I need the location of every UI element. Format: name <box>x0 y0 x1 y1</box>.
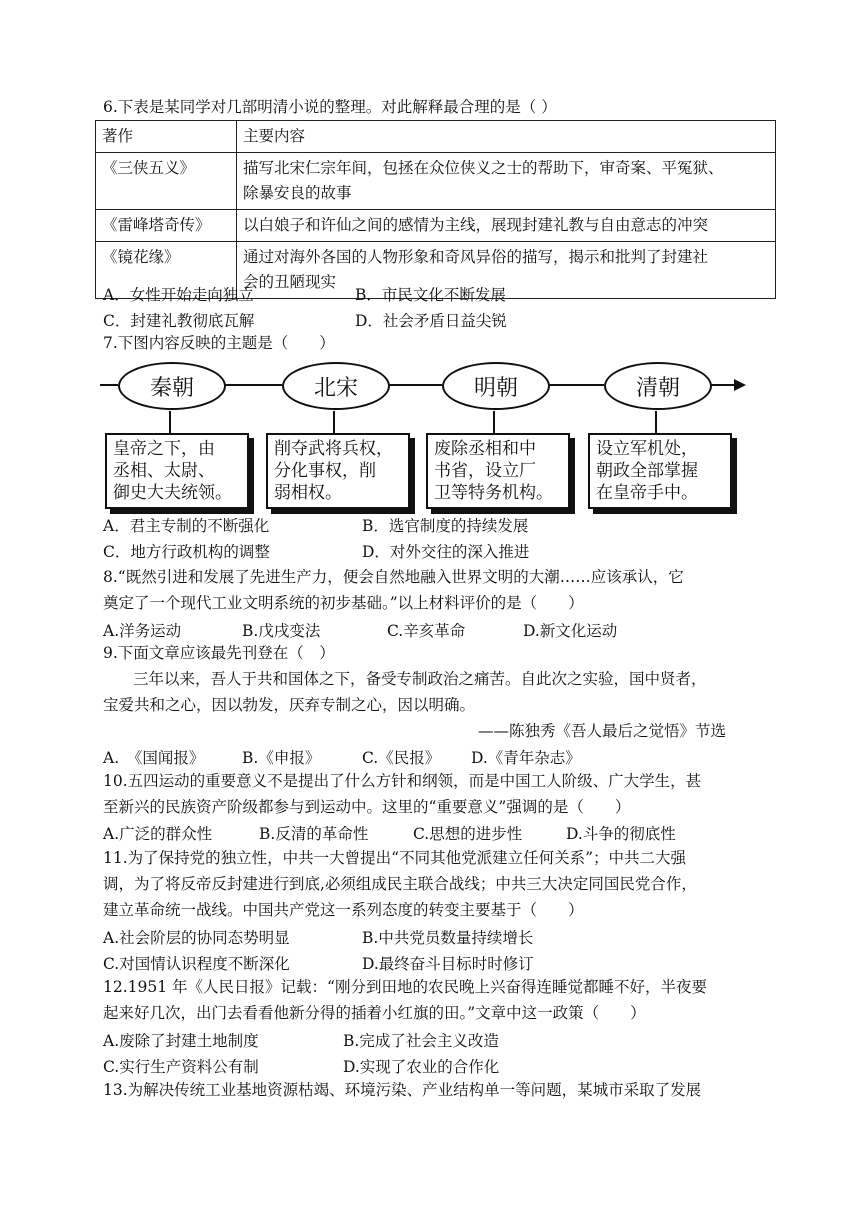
option-a: A.社会阶层的协同态势明显 <box>103 929 290 947</box>
option-b: B.完成了社会主义改造 <box>343 1032 499 1050</box>
option-b: B.反清的革命性 <box>259 825 369 843</box>
option-b: B．市民文化不断发展 <box>355 286 506 304</box>
option-c: C.《民报》 <box>362 749 441 767</box>
option-d: D.实现了农业的合作化 <box>343 1058 500 1076</box>
option-c: C.辛亥革命 <box>387 622 466 640</box>
option-a: A．女性开始走向独立 <box>103 286 254 304</box>
content-line: 会的丑陋现实 <box>243 273 337 291</box>
option-a: A．君主专制的不断强化 <box>103 517 270 535</box>
connector-line <box>655 411 657 433</box>
table-cell-content <box>237 242 776 299</box>
timeline-line <box>222 384 282 386</box>
option-d: D.最终奋斗目标时时修订 <box>362 955 534 973</box>
dynasty-oval: 北宋 <box>282 362 390 410</box>
question-11-stem: 11.为了保持党的独立性，中共一大曾提出“不同其他党派建立任何关系”；中共二大强 <box>103 849 687 867</box>
option-c: C.对国情认识程度不断深化 <box>103 955 290 973</box>
connector-line <box>333 411 335 433</box>
table-header-content: 主要内容 <box>237 121 776 153</box>
option-a: A.广泛的群众性 <box>103 825 213 843</box>
table-header-work: 著作 <box>96 121 237 153</box>
option-a: A. 《国闻报》 <box>103 749 205 767</box>
option-d: D.斗争的彻底性 <box>566 825 676 843</box>
content-line: 除暴安良的故事 <box>243 184 352 202</box>
connector-line <box>493 411 495 433</box>
option-a: A.废除了封建土地制度 <box>103 1032 259 1050</box>
dynasty-oval: 清朝 <box>604 362 712 410</box>
question-12-stem: 起来好几次，出门去看看他新分得的插着小红旗的田。”文章中这一政策（ ） <box>103 1004 646 1022</box>
question-11-stem: 调，为了将反帝反封建进行到底,必须组成民主联合战线；中共三大决定同国民党合作， <box>103 875 697 893</box>
question-10-stem: 10.五四运动的重要意义不是提出了什么方针和纲领，而是中国工人阶级、广大学生，甚 <box>103 772 702 790</box>
question-13-stem: 13.为解决传统工业基地资源枯竭、环境污染、产业结构单一等问题，某城市采取了发展 <box>103 1081 702 1099</box>
option-d: D．对外交往的深入推进 <box>362 543 530 561</box>
content-line: 通过对海外各国的人物形象和奇风异俗的描写，揭示和批判了封建社 <box>243 248 709 266</box>
quote-text: 宝爱共和之心，因以勃发，厌弃专制之心，因以明确。 <box>103 696 476 714</box>
timeline-line <box>100 384 118 386</box>
option-b: B.《申报》 <box>242 749 321 767</box>
question-11-stem: 建立革命统一战线。中国共产党这一系列态度的转变主要基于（ ） <box>103 901 584 919</box>
table-cell-work: 《雷峰塔奇传》 <box>96 210 237 242</box>
option-c: C.思想的进步性 <box>413 825 523 843</box>
table-cell-content <box>237 210 776 242</box>
timeline-line <box>708 384 736 386</box>
option-d: D．社会矛盾日益尖锐 <box>355 312 507 330</box>
table-header-row <box>96 121 776 153</box>
timeline-line <box>546 384 604 386</box>
dynasty-description-box: 削夺武将兵权， 分化事权，削 弱相权。 <box>266 433 410 509</box>
quote-source: ——陈独秀《吾人最后之觉悟》节选 <box>478 722 727 740</box>
timeline-line <box>386 384 442 386</box>
option-b: B．选官制度的持续发展 <box>362 517 529 535</box>
dynasty-oval: 秦朝 <box>118 362 226 410</box>
table-cell-content <box>237 153 776 210</box>
table-row <box>96 210 776 242</box>
table-cell-work: 《三侠五义》 <box>96 153 237 210</box>
option-d: D.《青年杂志》 <box>471 749 581 767</box>
option-c: C.实行生产资料公有制 <box>103 1058 259 1076</box>
question-7-stem: 7.下图内容反映的主题是（ ） <box>103 334 335 352</box>
content-line: 描写北宋仁宗年间，包拯在众位侠义之士的帮助下，审奇案、平冤狱、 <box>243 159 724 177</box>
connector-line <box>169 411 171 433</box>
content-line: 以白娘子和许仙之间的感情为主线，展现封建礼教与自由意志的冲突 <box>243 216 709 234</box>
option-c: C．地方行政机构的调整 <box>103 543 270 561</box>
question-8-stem: 8.“既然引进和发展了先进生产力，便会自然地融入世界文明的大潮……应该承认，它 <box>103 568 684 586</box>
novels-table <box>95 120 776 299</box>
dynasty-description-box: 设立军机处， 朝政全部掌握 在皇帝手中。 <box>588 433 732 509</box>
dynasty-oval: 明朝 <box>442 362 550 410</box>
question-12-stem: 12.1951 年《人民日报》记载：“刚分到田地的农民晚上兴奋得连睡觉都睡不好，半夜要 <box>103 978 707 996</box>
option-b: B.中共党员数量持续增长 <box>362 929 534 947</box>
option-b: B.戊戌变法 <box>242 622 321 640</box>
timeline-arrow-icon <box>734 379 746 391</box>
table-row <box>96 153 776 210</box>
table-cell-work: 《镜花缘》 <box>96 242 237 299</box>
question-9-stem: 9.下面文章应该最先刊登在（ ） <box>103 644 335 662</box>
question-6-stem: 6.下表是某同学对几部明清小说的整理。对此解释最合理的是（ ） <box>103 98 557 116</box>
option-d: D.新文化运动 <box>523 622 618 640</box>
question-10-stem: 至新兴的民族资产阶级都参与到运动中。这里的“重要意义”强调的是（ ） <box>103 798 631 816</box>
dynasty-diagram <box>100 357 760 512</box>
dynasty-description-box: 废除丞相和中 书省，设立厂 卫等特务机构。 <box>426 433 570 509</box>
question-8-stem: 奠定了一个现代工业文明系统的初步基础。”以上材料评价的是（ ） <box>103 594 584 612</box>
option-a: A.洋务运动 <box>103 622 182 640</box>
dynasty-description-box: 皇帝之下，由 丞相、太尉、 御史大夫统领。 <box>105 433 249 509</box>
quote-text: 三年以来，吾人于共和国体之下，备受专制政治之痛苦。自此次之实验，国中贤者， <box>133 670 707 688</box>
option-c: C．封建礼教彻底瓦解 <box>103 312 255 330</box>
